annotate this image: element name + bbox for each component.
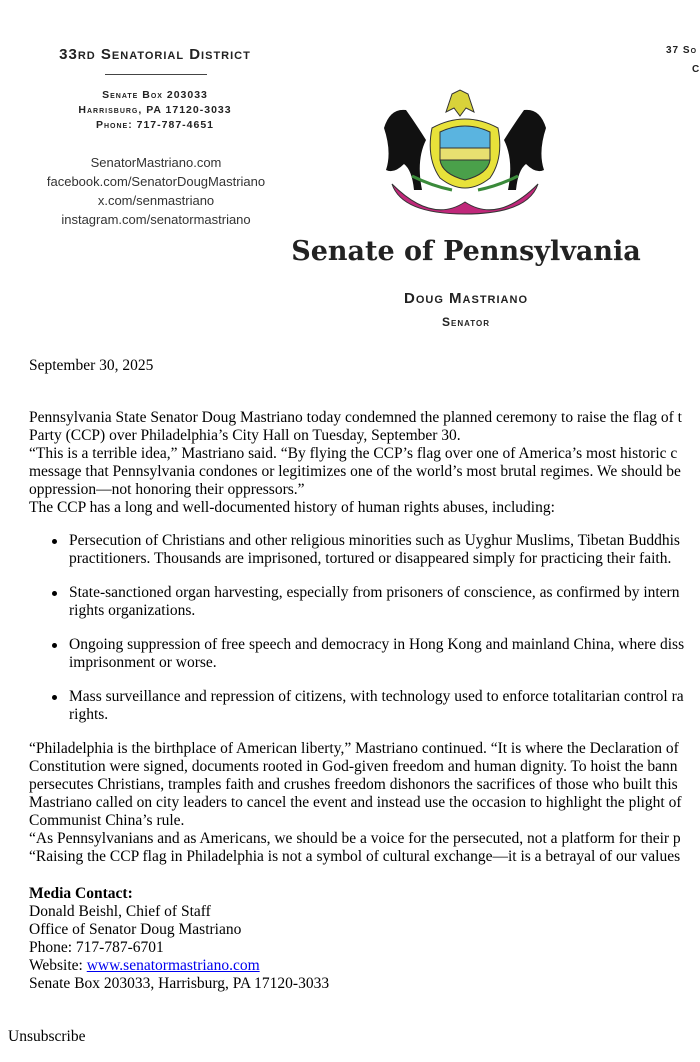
text-line: Constitution were signed, documents rooted in God-given freedom and human dignity. To hoist the bann: [29, 758, 678, 775]
text-line: practitioners. Thousands are imprisoned, tortured or disappeared simply for practicing their faith.: [69, 550, 672, 567]
senate-of-pennsylvania-wordmark: Senate of Pennsylvania: [291, 236, 641, 267]
pennsylvania-coat-of-arms-icon: [362, 88, 568, 220]
text-line: The CCP has a long and well-documented history of human rights abuses, including:: [29, 499, 555, 516]
media-contact-heading: Media Contact:: [29, 885, 133, 902]
bullet-icon: [52, 643, 57, 648]
text-line: Party (CCP) over Philadelphia’s City Hall on Tuesday, September 30.: [29, 427, 461, 444]
bullet-icon: [52, 539, 57, 544]
text-line: Pennsylvania State Senator Doug Mastriano today condemned the planned ceremony to raise the flag of t: [29, 409, 682, 426]
text-line: rights.: [69, 706, 109, 723]
text-line: Ongoing suppression of free speech and democracy in Hong Kong and mainland China, where diss: [69, 636, 685, 653]
text-line: Mass surveillance and repression of citizens, with technology used to enforce totalitarian control ra: [69, 688, 684, 705]
office-address-partial: 37 So: [666, 45, 698, 56]
office-address-partial: C: [692, 64, 700, 75]
website-link[interactable]: SenatorMastriano.com: [90, 155, 222, 170]
text-line: Mastriano called on city leaders to cancel the event and instead use the occasion to highlight the plight of: [29, 794, 682, 811]
website-label: Website:: [29, 957, 87, 974]
letterhead: [0, 0, 700, 340]
address-line: Harrisburg, PA 17120-3033: [78, 104, 232, 116]
text-line: State-sanctioned organ harvesting, especially from prisoners of conscience, as confirmed by intern: [69, 584, 680, 601]
contact-address: Senate Box 203033, Harrisburg, PA 17120-3033: [29, 975, 330, 992]
text-line: rights organizations.: [69, 602, 196, 619]
contact-office: Office of Senator Doug Mastriano: [29, 921, 242, 938]
facebook-link[interactable]: facebook.com/SenatorDougMastriano: [46, 174, 266, 189]
x-link[interactable]: x.com/senmastriano: [97, 193, 215, 208]
date: September 30, 2025: [29, 357, 154, 374]
text-line: Persecution of Christians and other religious minorities such as Uyghur Muslims, Tibetan Buddhis: [69, 532, 680, 549]
text-line: “As Pennsylvanians and as Americans, we should be a voice for the persecuted, not a platform for their p: [29, 830, 681, 847]
bullet-icon: [52, 591, 57, 596]
text-line: persecutes Christians, tramples faith and crushes freedom dishonors the sacrifices of those who built this: [29, 776, 678, 793]
bullet-icon: [52, 695, 57, 700]
text-line: “This is a terrible idea,” Mastriano said. “By flying the CCP’s flag over one of America’s most historic c: [29, 445, 678, 462]
contact-website: [29, 957, 260, 975]
contact-name: Donald Beishl, Chief of Staff: [29, 903, 211, 920]
divider: [105, 74, 207, 75]
text-line: oppression—not honoring their oppressors.”: [29, 481, 305, 498]
senator-title: Senator: [441, 315, 491, 329]
phone-line: Phone: 717-787-4651: [95, 119, 215, 131]
instagram-link[interactable]: instagram.com/senatormastriano: [61, 212, 251, 227]
unsubscribe-link[interactable]: Unsubscribe: [8, 1028, 86, 1045]
district-heading: 33rd Senatorial District: [59, 46, 251, 63]
address-line: Senate Box 203033: [102, 89, 208, 101]
text-line: Communist China’s rule.: [29, 812, 185, 829]
senator-name: Doug Mastriano: [404, 290, 528, 307]
contact-phone: Phone: 717-787-6701: [29, 939, 164, 956]
text-line: imprisonment or worse.: [69, 654, 217, 671]
website-link[interactable]: www.senatormastriano.com: [86, 957, 260, 974]
text-line: message that Pennsylvania condones or legitimizes one of the world’s most brutal regimes. We should be: [29, 463, 681, 480]
text-line: “Raising the CCP flag in Philadelphia is not a symbol of cultural exchange—it is a betrayal of our values: [29, 848, 681, 865]
text-line: “Philadelphia is the birthplace of American liberty,” Mastriano continued. “It is where the Declaration of: [29, 740, 679, 757]
